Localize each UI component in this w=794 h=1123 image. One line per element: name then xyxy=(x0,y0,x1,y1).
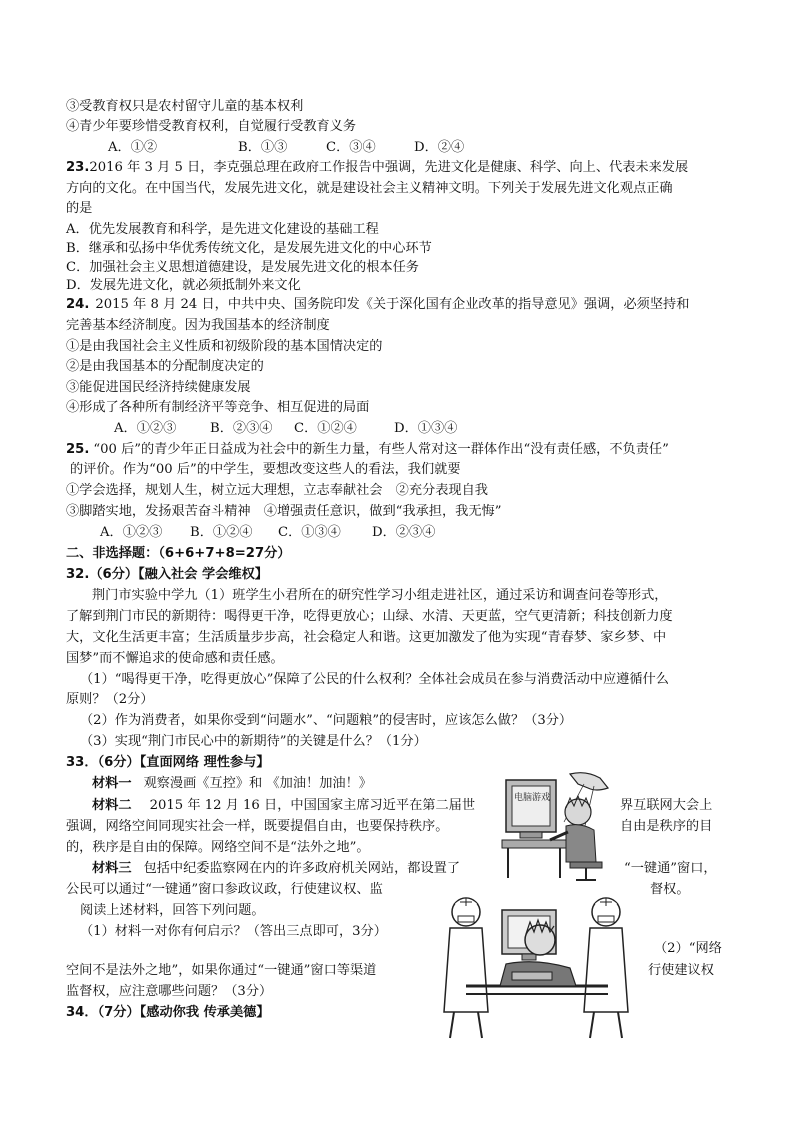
q22-choice-a: A．①② xyxy=(108,140,158,155)
q22-choice-c: C．③④ xyxy=(326,140,376,155)
q23-number: 23. xyxy=(66,160,90,175)
q24-statement-3: ③能促进国民经济持续健康发展 xyxy=(66,380,251,395)
q22-statement-4: ④青少年要珍惜受教育权利，自觉履行受教育义务 xyxy=(66,119,357,134)
q25-choice-a: A．①②③ xyxy=(100,525,163,540)
q22-choice-b: B．①③ xyxy=(238,140,288,155)
cartoon-keep-going-drawing xyxy=(436,882,636,1044)
cartoon-mutual-control-drawing xyxy=(500,770,614,882)
q24-stem-line-1: 24. 2015 年 8 月 24 日，中共中央、国务院印发《关于深化国有企业改革的指导意见》强调，必须坚持和 xyxy=(66,297,690,312)
q23-option-c: C．加强社会主义思想道德建设，是发展先进文化的根本任务 xyxy=(66,260,419,275)
q33-read-instruction: 阅读上述材料，回答下列问题。 xyxy=(80,903,265,918)
q23-stem-line-1: 23.2016 年 3 月 5 日，李克强总理在政府工作报告中强调，先进文化是健康、科学、向上、代表未来发展 xyxy=(66,160,689,175)
q33-material-2-right: 界互联网大会上 xyxy=(620,798,713,813)
cartoon-screen-label: 电脑游戏 xyxy=(514,793,551,803)
q25-stem-line-1: 25. “00 后”的青少年正日益成为社会中的新生力量，有些人常对这一群体作出“没有责任感，不负责任” xyxy=(66,442,669,457)
q32-heading: 32.（6分）【融入社会 学会维权】 xyxy=(66,567,268,582)
q33-material-1-label: 材料一 xyxy=(92,776,132,791)
q24-statement-1: ①是由我国社会主义性质和初级阶段的基本国情决定的 xyxy=(66,339,383,354)
q24-number: 24. xyxy=(66,297,90,312)
q32-passage-line-1: 荆门市实验中学九（1）班学生小君所在的研究性学习小组走进社区，通过采访和调查问卷等形式， xyxy=(92,588,668,603)
q23-option-d: D．发展先进文化，就必须抵制外来文化 xyxy=(66,278,301,293)
q33-subquestion-2-line-3: 监督权，应注意哪些问题？（3分） xyxy=(66,984,273,999)
q22-choice-d: D．②④ xyxy=(414,140,465,155)
q32-passage-line-4: 国梦”而不懈追求的使命感和责任感。 xyxy=(66,651,284,666)
q32-subquestion-2: （2）作为消费者，如果你受到“问题水”、“问题粮”的侵害时，应该怎么做？（3分） xyxy=(80,713,573,728)
q32-passage-line-2: 了解到荆门市民的新期待：喝得更干净，吃得更放心；山绿、水清、天更蓝，空气更清新；科技创新力度 xyxy=(66,609,673,624)
q24-statement-4: ④形成了各种所有制经济平等竞争、相互促进的局面 xyxy=(66,400,370,415)
q33-material-2-line-2: 强调，网络空间同现实社会一样，既要提倡自由，也要保持秩序。 xyxy=(66,819,449,834)
q25-choice-d: D．②③④ xyxy=(372,525,436,540)
cartoon-keep-going xyxy=(436,882,636,1044)
q32-subquestion-1-cont: 原则？（2分） xyxy=(66,692,154,707)
q33-material-3-line-2: 公民可以通过“一键通”窗口参政议政，行使建议权、监 xyxy=(66,882,383,897)
q24-choice-c: C．①②④ xyxy=(294,421,357,436)
q33-material-1: 材料一 观察漫画《互控》和 《加油！加油！》 xyxy=(92,776,372,791)
q24-statement-2: ②是由我国基本的分配制度决定的 xyxy=(66,359,264,374)
section-2-title: 二、非选择题：（6+6+7+8=27分） xyxy=(66,546,291,561)
q33-material-3-right: “一键通”窗口， xyxy=(624,861,717,876)
q32-subquestion-3: （3）实现“荆门市民心中的新期待”的关键是什么？（1分） xyxy=(80,734,427,749)
q33-material-2-line-3: 的，秩序是自由的保障。网络空间不是“法外之地”。 xyxy=(66,840,370,855)
q33-subquestion-2-line-2: 空间不是法外之地”，如果你通过“一键通”窗口等渠道 xyxy=(66,963,377,978)
q24-stem-line-2: 完善基本经济制度。因为我国基本的经济制度 xyxy=(66,318,330,333)
q25-number: 25. xyxy=(66,442,90,457)
q23-option-b: B．继承和弘扬中华优秀传统文化，是发展先进文化的中心环节 xyxy=(66,241,432,256)
q33-subquestion-2-line-2-right: 行使建议权 xyxy=(648,963,714,978)
q25-statements-3-4: ③脚踏实地，发扬艰苦奋斗精神 ④增强责任意识，做到“我承担，我无悔” xyxy=(66,504,502,519)
q32-passage-line-3: 大，文化生活更丰富；生活质量步步高，社会稳定人和谐。这更加激发了他为实现“青春梦、家乡梦、中 xyxy=(66,630,667,645)
q22-statement-3: ③受教育权只是农村留守儿童的基本权利 xyxy=(66,99,304,114)
q33-material-2-label: 材料二 xyxy=(92,798,132,813)
q25-choice-c: C．①③④ xyxy=(278,525,341,540)
q25-choice-b: B．①②④ xyxy=(190,525,253,540)
q33-material-3-line-2-right: 督权。 xyxy=(650,882,690,897)
q23-stem-line-3: 的是 xyxy=(66,201,93,216)
q33-material-2: 材料二 2015 年 12 月 16 日，中国国家主席习近平在第二届世 xyxy=(92,798,476,813)
q24-choice-d: D．①③④ xyxy=(394,421,458,436)
q25-statements-1-2: ①学会选择，规划人生，树立远大理想，立志奉献社会 ②充分表现自我 xyxy=(66,483,488,498)
cartoon-mutual-control xyxy=(500,770,614,882)
q33-material-3-label: 材料三 xyxy=(92,861,132,876)
q24-choice-b: B．②③④ xyxy=(210,421,273,436)
q23-option-a: A．优先发展教育和科学，是先进文化建设的基础工程 xyxy=(66,222,379,237)
q33-material-3: 材料三 包括中纪委监察网在内的许多政府机关网站，都设置了 xyxy=(92,861,461,876)
q23-stem-line-2: 方向的文化。在中国当代，发展先进文化，就是建设社会主义精神文明。下列关于发展先进文化观点正确 xyxy=(66,181,673,196)
q24-choice-a: A．①②③ xyxy=(114,421,177,436)
q33-subquestion-1: （1）材料一对你有何启示？（答出三点即可，3分） xyxy=(80,924,387,939)
q25-stem-line-2: 的评价。作为“00 后”的中学生，要想改变这些人的看法，我们就要 xyxy=(70,462,461,477)
q33-heading: 33．（6分）【直面网络 理性参与】 xyxy=(66,755,270,770)
q34-heading: 34．（7分）【感动你我 传承美德】 xyxy=(66,1005,270,1020)
q33-subquestion-2-right: （2）“网络 xyxy=(654,941,722,956)
q33-material-2-line-2-right: 自由是秩序的目 xyxy=(620,819,713,834)
q32-subquestion-1: （1）“喝得更干净，吃得更放心”保障了公民的什么权利？全体社会成员在参与消费活动中应遵循什么 xyxy=(80,672,669,687)
